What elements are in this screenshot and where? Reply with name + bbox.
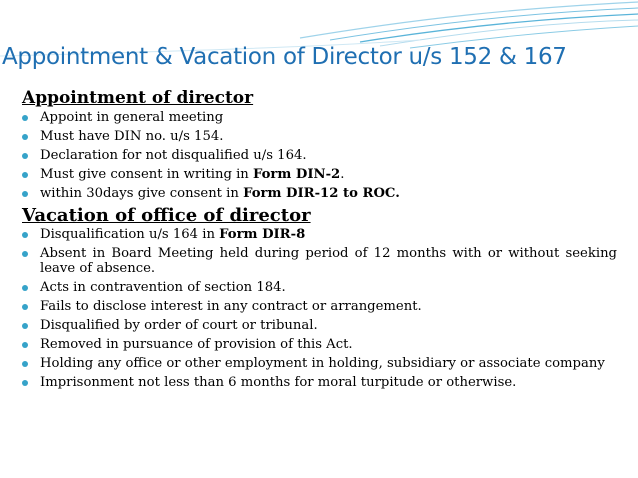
bullet-icon [22,285,28,291]
list-item: Must have DIN no. u/s 154. [22,129,617,144]
list-item: Fails to disclose interest in any contract or arrangement. [22,299,617,314]
list-item: Absent in Board Meeting held during period of 12 months with or without seeking leave of absence. [22,246,617,276]
bullet-icon [22,323,28,329]
bullet-icon [22,251,28,257]
list-item: Imprisonment not less than 6 months for moral turpitude or otherwise. [22,375,617,390]
bullet-icon [22,134,28,140]
list-item: Holding any office or other employment in holding, subsidiary or associate company [22,356,617,371]
bullet-icon [22,304,28,310]
section-heading-appointment: Appointment of director [22,88,254,108]
vacation-list [22,227,617,390]
list-item: Declaration for not disqualified u/s 164. [22,148,617,163]
slide-body [22,88,617,394]
appointment-list [22,110,617,201]
bullet-icon [22,153,28,159]
bullet-icon [22,172,28,178]
list-item: Removed in pursuance of provision of this Act. [22,337,617,352]
list-item: Acts in contravention of section 184. [22,280,617,295]
list-item: Appoint in general meeting [22,110,617,125]
list-item: within 30days give consent in Form DIR-12 to ROC. [22,186,617,201]
list-item: Disqualified by order of court or tribunal. [22,318,617,333]
bullet-icon [22,115,28,121]
slide-title: Appointment & Vacation of Director u/s 152 & 167 [2,44,567,70]
bullet-icon [22,361,28,367]
bullet-icon [22,191,28,197]
bullet-icon [22,380,28,386]
bullet-icon [22,232,28,238]
list-item: Disqualification u/s 164 in Form DIR-8 [22,227,617,242]
bullet-icon [22,342,28,348]
section-heading-vacation: Vacation of office of director [22,205,311,226]
list-item: Must give consent in writing in Form DIN-2. [22,167,617,182]
